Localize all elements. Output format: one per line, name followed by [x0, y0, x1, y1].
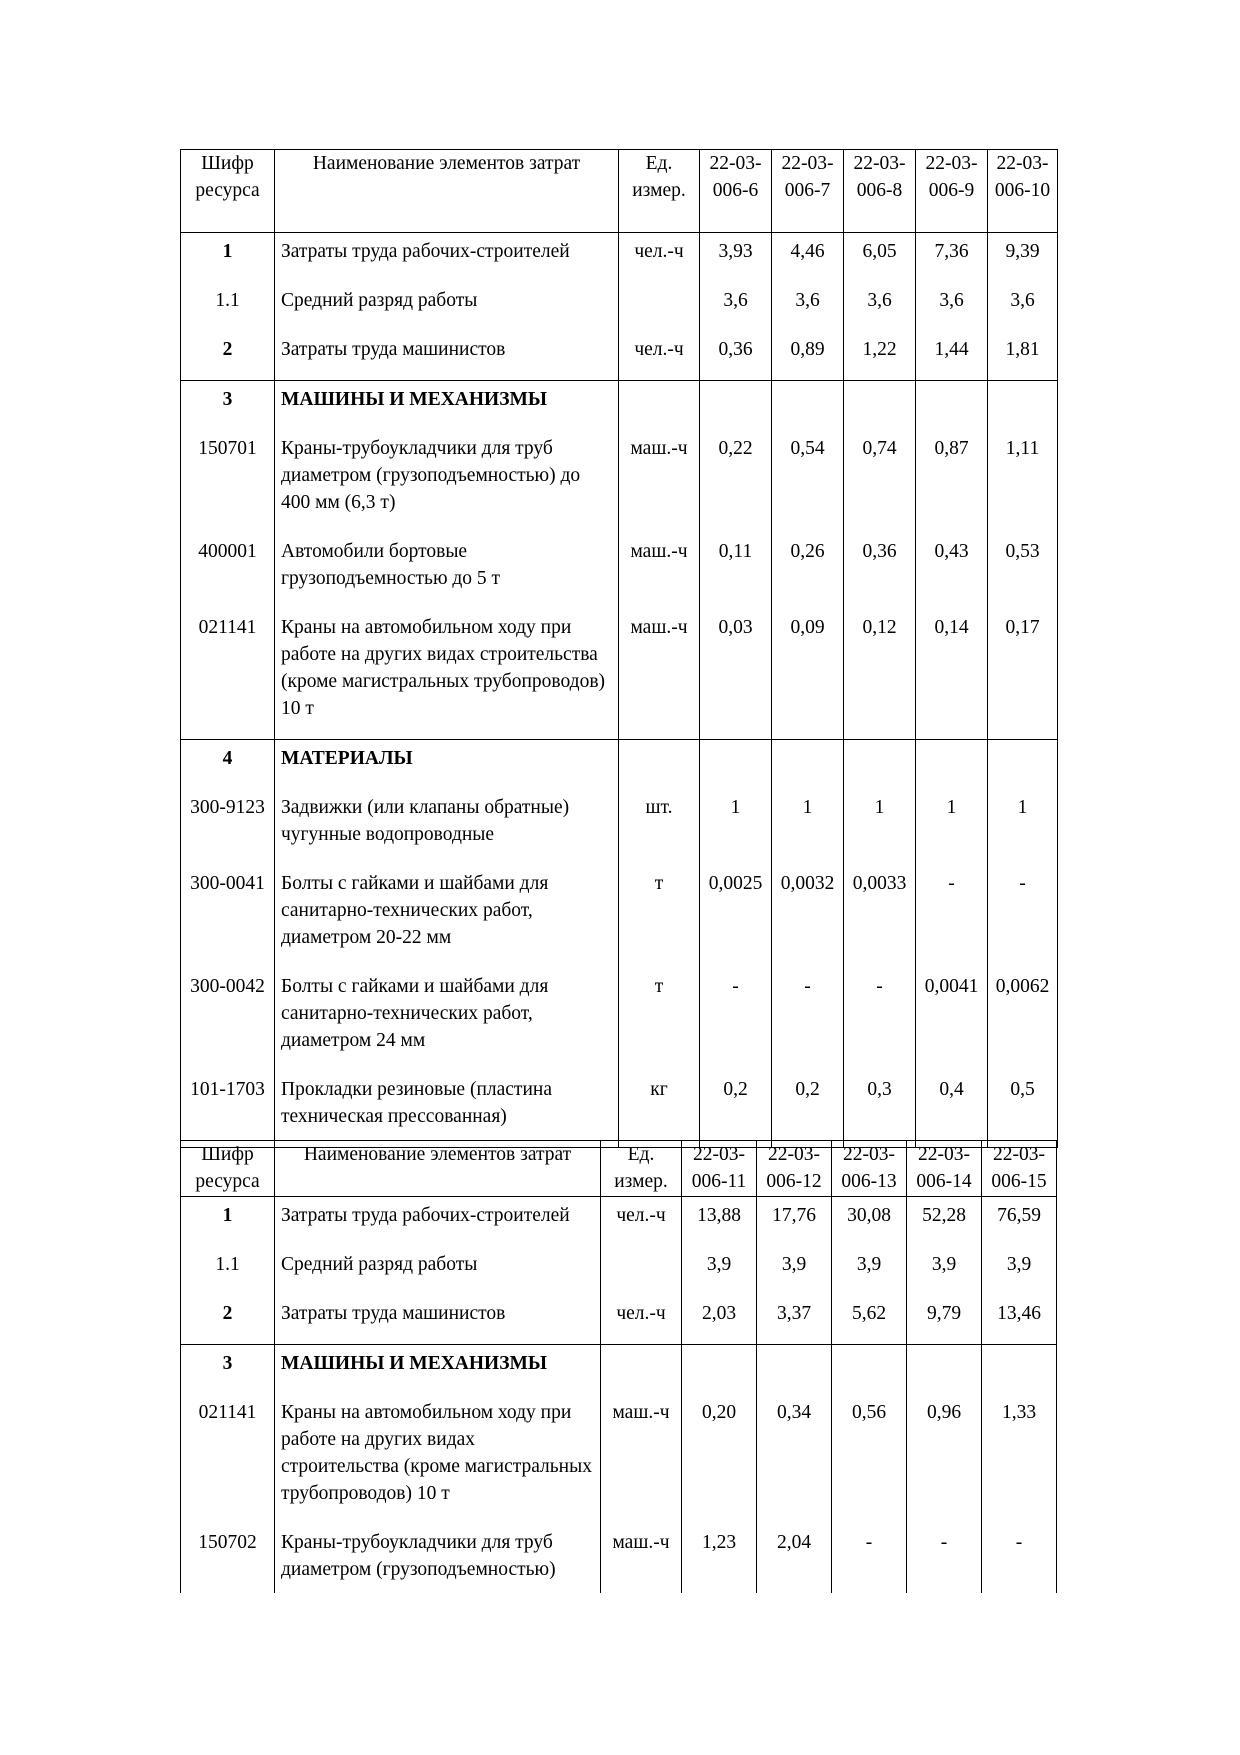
value-cell: 13,88 — [682, 1197, 757, 1247]
resource-code-cell: 4 — [181, 740, 275, 790]
column-header: 22-03-006-14 — [907, 1141, 982, 1197]
value-cell: 0,03 — [700, 609, 772, 740]
resource-code-cell: 2 — [181, 1295, 275, 1345]
table-row — [181, 1524, 1057, 1593]
resource-name-cell: Краны на автомобильном ходу при работе на других видах строительства (кроме магистральных трубопроводов) 10 т — [275, 1394, 601, 1524]
value-cell: 0,5 — [988, 1071, 1058, 1148]
value-cell: 0,96 — [907, 1394, 982, 1524]
table-row — [181, 1197, 1057, 1247]
value-cell: 1,23 — [682, 1524, 757, 1593]
value-cell: 3,9 — [907, 1246, 982, 1295]
value-cell: 0,0032 — [772, 865, 844, 968]
value-cell: 0,0033 — [844, 865, 916, 968]
value-cell: 3,6 — [700, 282, 772, 331]
column-header: 22-03-006-12 — [757, 1141, 832, 1197]
unit-cell: маш.-ч — [619, 430, 700, 533]
unit-cell: т — [619, 968, 700, 1071]
resource-name-cell: Затраты труда рабочих-строителей — [275, 233, 619, 283]
resource-code-cell: 021141 — [181, 609, 275, 740]
unit-cell: маш.-ч — [601, 1394, 682, 1524]
value-cell: 3,6 — [772, 282, 844, 331]
column-header: 22-03-006-15 — [982, 1141, 1057, 1197]
value-cell: 0,3 — [844, 1071, 916, 1148]
table-header — [181, 1141, 1057, 1197]
value-cell: - — [907, 1524, 982, 1593]
table-row — [181, 1246, 1057, 1295]
value-cell: 30,08 — [832, 1197, 907, 1247]
resource-name-cell: Задвижки (или клапаны обратные) чугунные водопроводные — [275, 789, 619, 865]
table-body — [181, 1197, 1057, 1594]
value-cell: 17,76 — [757, 1197, 832, 1247]
unit-cell: чел.-ч — [601, 1295, 682, 1345]
value-cell: 0,12 — [844, 609, 916, 740]
resource-name-cell: Прокладки резиновые (пластина техническая прессованная) — [275, 1071, 619, 1148]
value-cell: 3,93 — [700, 233, 772, 283]
section-row — [181, 1345, 1057, 1395]
resource-name-cell: Болты с гайками и шайбами для санитарно-технических работ, диаметром 24 мм — [275, 968, 619, 1071]
column-header: 22-03-006-6 — [700, 150, 772, 233]
column-header: 22-03-006-8 — [844, 150, 916, 233]
value-cell: 0,56 — [832, 1394, 907, 1524]
column-header: 22-03-006-10 — [988, 150, 1058, 233]
resource-code-cell: 021141 — [181, 1394, 275, 1524]
value-cell: 0,74 — [844, 430, 916, 533]
resource-name-cell: Краны-трубоукладчики для труб диаметром (грузоподъемностью) до 400 мм (6,3 т) — [275, 430, 619, 533]
table-row — [181, 1394, 1057, 1524]
resource-name-cell: Автомобили бортовые грузоподъемностью до 5 т — [275, 533, 619, 609]
unit-cell: маш.-ч — [619, 533, 700, 609]
unit-cell: чел.-ч — [601, 1197, 682, 1247]
unit-cell: шт. — [619, 789, 700, 865]
value-cell: 0,54 — [772, 430, 844, 533]
resource-code-cell: 2 — [181, 331, 275, 381]
value-cell: 1,11 — [988, 430, 1058, 533]
resource-code-cell: 1.1 — [181, 1246, 275, 1295]
unit-cell: маш.-ч — [619, 609, 700, 740]
value-cell: 0,43 — [916, 533, 988, 609]
value-cell: - — [916, 865, 988, 968]
resource-code-cell: 300-0042 — [181, 968, 275, 1071]
unit-cell: маш.-ч — [601, 1524, 682, 1593]
value-cell: 0,2 — [772, 1071, 844, 1148]
value-cell: 3,9 — [682, 1246, 757, 1295]
column-header: Наименование элементов затрат — [275, 150, 619, 233]
resource-name-cell: Средний разряд работы — [275, 282, 619, 331]
column-header: Ед. измер. — [601, 1141, 682, 1197]
value-cell: 0,34 — [757, 1394, 832, 1524]
value-cell: 0,2 — [700, 1071, 772, 1148]
value-cell: 3,9 — [832, 1246, 907, 1295]
unit-cell — [601, 1246, 682, 1295]
resource-code-cell: 3 — [181, 1345, 275, 1395]
value-cell: - — [772, 968, 844, 1071]
column-header: 22-03-006-11 — [682, 1141, 757, 1197]
value-cell: 1,22 — [844, 331, 916, 381]
value-cell: 0,20 — [682, 1394, 757, 1524]
value-cell: 0,14 — [916, 609, 988, 740]
value-cell: 52,28 — [907, 1197, 982, 1247]
value-cell: 0,36 — [844, 533, 916, 609]
value-cell: 1 — [988, 789, 1058, 865]
resource-code-cell: 101-1703 — [181, 1071, 275, 1148]
resource-code-cell: 400001 — [181, 533, 275, 609]
resource-name-cell: Затраты труда машинистов — [275, 331, 619, 381]
value-cell: 5,62 — [832, 1295, 907, 1345]
value-cell — [832, 1345, 907, 1395]
value-cell: 1 — [772, 789, 844, 865]
resource-name-cell: МАТЕРИАЛЫ — [275, 740, 619, 790]
value-cell — [982, 1345, 1057, 1395]
value-cell: 4,46 — [772, 233, 844, 283]
value-cell: 3,6 — [916, 282, 988, 331]
resource-code-cell: 3 — [181, 381, 275, 431]
column-header: 22-03-006-7 — [772, 150, 844, 233]
value-cell: 2,04 — [757, 1524, 832, 1593]
resource-name-cell: Затраты труда машинистов — [275, 1295, 601, 1345]
value-cell: 0,22 — [700, 430, 772, 533]
value-cell — [757, 1345, 832, 1395]
value-cell: 1,33 — [982, 1394, 1057, 1524]
resource-name-cell: Затраты труда рабочих-строителей — [275, 1197, 601, 1247]
column-header: Шифр ресурса — [181, 150, 275, 233]
value-cell: 9,79 — [907, 1295, 982, 1345]
value-cell: 1,81 — [988, 331, 1058, 381]
value-cell: 76,59 — [982, 1197, 1057, 1247]
resource-name-cell: МАШИНЫ И МЕХАНИЗМЫ — [275, 381, 619, 431]
value-cell: 0,0025 — [700, 865, 772, 968]
value-cell — [682, 1345, 757, 1395]
value-cell: 9,39 — [988, 233, 1058, 283]
value-cell: 3,9 — [982, 1246, 1057, 1295]
unit-cell: чел.-ч — [619, 233, 700, 283]
value-cell: 0,11 — [700, 533, 772, 609]
resource-name-cell: Краны на автомобильном ходу при работе на других видах строительства (кроме магистральных трубопроводов) 10 т — [275, 609, 619, 740]
value-cell: - — [844, 968, 916, 1071]
value-cell: 0,53 — [988, 533, 1058, 609]
value-cell: 0,0062 — [988, 968, 1058, 1071]
column-header: 22-03-006-13 — [832, 1141, 907, 1197]
value-cell — [907, 1345, 982, 1395]
resource-code-cell: 300-9123 — [181, 789, 275, 865]
unit-cell — [601, 1345, 682, 1395]
value-cell: - — [832, 1524, 907, 1593]
resource-name-cell: Средний разряд работы — [275, 1246, 601, 1295]
value-cell: 7,36 — [916, 233, 988, 283]
value-cell: 0,0041 — [916, 968, 988, 1071]
value-cell: 1 — [844, 789, 916, 865]
value-cell: 13,46 — [982, 1295, 1057, 1345]
value-cell: 1,44 — [916, 331, 988, 381]
value-cell: 1 — [916, 789, 988, 865]
resource-code-cell: 150701 — [181, 430, 275, 533]
value-cell: 0,36 — [700, 331, 772, 381]
value-cell: 6,05 — [844, 233, 916, 283]
column-header: 22-03-006-9 — [916, 150, 988, 233]
value-cell: 0,09 — [772, 609, 844, 740]
resource-code-cell: 1 — [181, 233, 275, 283]
value-cell: 3,9 — [757, 1246, 832, 1295]
resource-name-cell: Краны-трубоукладчики для труб диаметром (грузоподъемностью) — [275, 1524, 601, 1593]
column-header: Ед. измер. — [619, 150, 700, 233]
value-cell: 0,4 — [916, 1071, 988, 1148]
resource-table-2 — [180, 1140, 1057, 1593]
value-cell: 0,89 — [772, 331, 844, 381]
resource-code-cell: 150702 — [181, 1524, 275, 1593]
resource-code-cell: 300-0041 — [181, 865, 275, 968]
value-cell: - — [982, 1524, 1057, 1593]
value-cell: 0,17 — [988, 609, 1058, 740]
resource-name-cell: МАШИНЫ И МЕХАНИЗМЫ — [275, 1345, 601, 1395]
resource-code-cell: 1 — [181, 1197, 275, 1247]
unit-cell: т — [619, 865, 700, 968]
value-cell: 1 — [700, 789, 772, 865]
resource-code-cell: 1.1 — [181, 282, 275, 331]
value-cell: 2,03 — [682, 1295, 757, 1345]
unit-cell: кг — [619, 1071, 700, 1148]
value-cell: - — [988, 865, 1058, 968]
unit-cell: чел.-ч — [619, 331, 700, 381]
value-cell: 3,37 — [757, 1295, 832, 1345]
value-cell: 0,26 — [772, 533, 844, 609]
value-cell: 3,6 — [844, 282, 916, 331]
value-cell: 3,6 — [988, 282, 1058, 331]
resource-name-cell: Болты с гайками и шайбами для санитарно-технических работ, диаметром 20-22 мм — [275, 865, 619, 968]
table-row — [181, 1295, 1057, 1345]
column-header: Шифр ресурса — [181, 1141, 275, 1197]
column-header: Наименование элементов затрат — [275, 1141, 601, 1197]
value-cell: 0,87 — [916, 430, 988, 533]
value-cell: - — [700, 968, 772, 1071]
